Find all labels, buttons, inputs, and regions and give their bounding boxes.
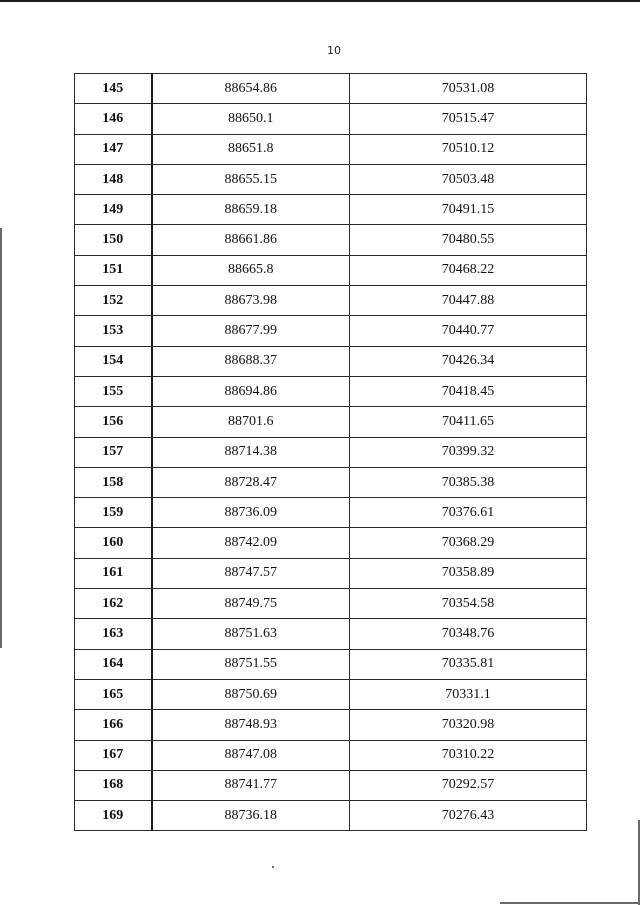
y-coordinate-cell: 70531.08 (350, 74, 587, 104)
y-coordinate-cell: 70354.58 (350, 589, 587, 619)
table-row (75, 255, 587, 285)
y-coordinate-cell: 70468.22 (350, 255, 587, 285)
point-id-cell: 163 (75, 619, 152, 649)
y-coordinate-cell: 70503.48 (350, 164, 587, 194)
footer-mark (272, 866, 274, 868)
x-coordinate-cell: 88654.86 (152, 74, 350, 104)
x-coordinate-cell: 88750.69 (152, 679, 350, 709)
x-coordinate-cell: 88747.57 (152, 558, 350, 588)
table-row (75, 710, 587, 740)
y-coordinate-cell: 70447.88 (350, 286, 587, 316)
x-coordinate-cell: 88651.8 (152, 134, 350, 164)
y-coordinate-cell: 70292.57 (350, 770, 587, 800)
x-coordinate-cell: 88661.86 (152, 225, 350, 255)
x-coordinate-cell: 88728.47 (152, 467, 350, 497)
point-id-cell: 168 (75, 770, 152, 800)
y-coordinate-cell: 70335.81 (350, 649, 587, 679)
x-coordinate-cell: 88659.18 (152, 195, 350, 225)
x-coordinate-cell: 88751.63 (152, 619, 350, 649)
x-coordinate-cell: 88677.99 (152, 316, 350, 346)
y-coordinate-cell: 70376.61 (350, 498, 587, 528)
table-row (75, 286, 587, 316)
scan-border-top (0, 0, 640, 2)
x-coordinate-cell: 88688.37 (152, 346, 350, 376)
point-id-cell: 160 (75, 528, 152, 558)
table-row (75, 346, 587, 376)
point-id-cell: 167 (75, 740, 152, 770)
point-id-cell: 166 (75, 710, 152, 740)
table-row (75, 589, 587, 619)
y-coordinate-cell: 70331.1 (350, 679, 587, 709)
table-row (75, 195, 587, 225)
table-row (75, 164, 587, 194)
y-coordinate-cell: 70491.15 (350, 195, 587, 225)
table-row (75, 437, 587, 467)
table-row (75, 498, 587, 528)
table-row (75, 649, 587, 679)
table-row (75, 376, 587, 406)
point-id-cell: 169 (75, 801, 152, 831)
y-coordinate-cell: 70515.47 (350, 104, 587, 134)
y-coordinate-cell: 70440.77 (350, 316, 587, 346)
point-id-cell: 155 (75, 376, 152, 406)
table-row (75, 740, 587, 770)
x-coordinate-cell: 88650.1 (152, 104, 350, 134)
x-coordinate-cell: 88742.09 (152, 528, 350, 558)
y-coordinate-cell: 70426.34 (350, 346, 587, 376)
point-id-cell: 148 (75, 164, 152, 194)
y-coordinate-cell: 70510.12 (350, 134, 587, 164)
x-coordinate-cell: 88747.08 (152, 740, 350, 770)
point-id-cell: 147 (75, 134, 152, 164)
x-coordinate-cell: 88701.6 (152, 407, 350, 437)
point-id-cell: 162 (75, 589, 152, 619)
table-row (75, 679, 587, 709)
y-coordinate-cell: 70418.45 (350, 376, 587, 406)
x-coordinate-cell: 88736.18 (152, 801, 350, 831)
x-coordinate-cell: 88741.77 (152, 770, 350, 800)
page-number: 10 (327, 44, 341, 57)
y-coordinate-cell: 70310.22 (350, 740, 587, 770)
point-id-cell: 164 (75, 649, 152, 679)
table-row (75, 467, 587, 497)
point-id-cell: 161 (75, 558, 152, 588)
table-row (75, 225, 587, 255)
x-coordinate-cell: 88749.75 (152, 589, 350, 619)
point-id-cell: 151 (75, 255, 152, 285)
table-row (75, 528, 587, 558)
x-coordinate-cell: 88694.86 (152, 376, 350, 406)
y-coordinate-cell: 70480.55 (350, 225, 587, 255)
table-row (75, 134, 587, 164)
table-row (75, 558, 587, 588)
y-coordinate-cell: 70358.89 (350, 558, 587, 588)
x-coordinate-cell: 88751.55 (152, 649, 350, 679)
point-id-cell: 165 (75, 679, 152, 709)
point-id-cell: 154 (75, 346, 152, 376)
x-coordinate-cell: 88736.09 (152, 498, 350, 528)
table-row (75, 74, 587, 104)
x-coordinate-cell: 88655.15 (152, 164, 350, 194)
point-id-cell: 157 (75, 437, 152, 467)
point-id-cell: 150 (75, 225, 152, 255)
point-id-cell: 153 (75, 316, 152, 346)
coordinate-table (74, 73, 587, 831)
coordinate-table-body (75, 74, 587, 831)
scan-border-left (0, 228, 2, 648)
y-coordinate-cell: 70411.65 (350, 407, 587, 437)
x-coordinate-cell: 88665.8 (152, 255, 350, 285)
y-coordinate-cell: 70348.76 (350, 619, 587, 649)
y-coordinate-cell: 70368.29 (350, 528, 587, 558)
point-id-cell: 158 (75, 467, 152, 497)
y-coordinate-cell: 70385.38 (350, 467, 587, 497)
table-row (75, 407, 587, 437)
point-id-cell: 149 (75, 195, 152, 225)
point-id-cell: 145 (75, 74, 152, 104)
point-id-cell: 159 (75, 498, 152, 528)
x-coordinate-cell: 88714.38 (152, 437, 350, 467)
scan-border-bottom (500, 902, 640, 904)
table-row (75, 770, 587, 800)
table-row (75, 104, 587, 134)
table-row (75, 316, 587, 346)
y-coordinate-cell: 70320.98 (350, 710, 587, 740)
table-row (75, 801, 587, 831)
point-id-cell: 146 (75, 104, 152, 134)
point-id-cell: 156 (75, 407, 152, 437)
y-coordinate-cell: 70399.32 (350, 437, 587, 467)
x-coordinate-cell: 88748.93 (152, 710, 350, 740)
y-coordinate-cell: 70276.43 (350, 801, 587, 831)
table-row (75, 619, 587, 649)
x-coordinate-cell: 88673.98 (152, 286, 350, 316)
point-id-cell: 152 (75, 286, 152, 316)
